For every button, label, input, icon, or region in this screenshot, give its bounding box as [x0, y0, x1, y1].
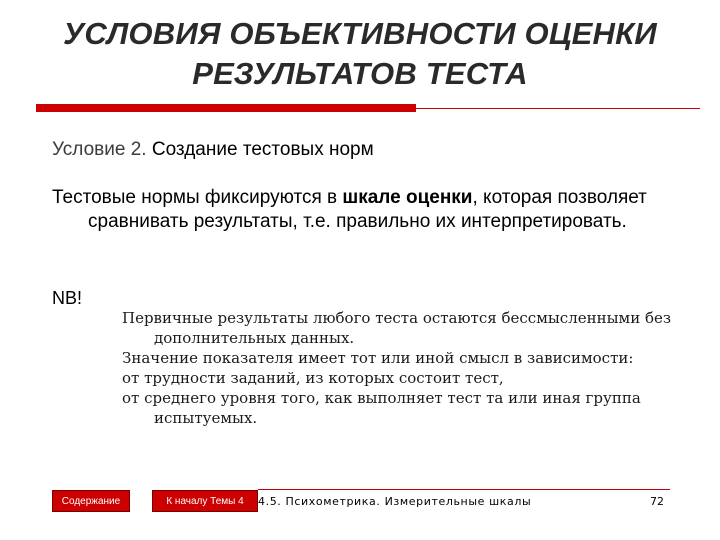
nb-line: от трудности заданий, из которых состоит тест,	[122, 369, 504, 387]
nb-line: Первичные результаты любого теста остаются бессмысленными без дополнительных данных.	[122, 309, 672, 347]
nb-label: NB!	[52, 288, 83, 308]
paragraph-text-after: , которая позволяет сравнивать результаты, т.е. правильно их интерпретировать.	[88, 187, 647, 232]
back-to-topic-start-button[interactable]: К началу Темы 4	[152, 490, 258, 512]
slide-title-line-1: УСЛОВИЯ ОБЪЕКТИВНОСТИ ОЦЕНКИ	[63, 16, 657, 51]
nb-line: от среднего уровня того, как выполняет тест та или иная группа испытуемых.	[122, 389, 641, 427]
condition-text: Создание тестовых норм	[146, 139, 374, 160]
contents-button[interactable]: Содержание	[52, 490, 130, 512]
title-underline-thin	[416, 108, 700, 109]
title-underline-thick	[36, 104, 416, 112]
slide-title	[20, 14, 700, 94]
footer-divider	[258, 489, 670, 490]
paragraph-bold-term: шкале оценки	[342, 187, 473, 208]
condition-number: Условие 2.	[52, 139, 147, 160]
slide-title-line-2: РЕЗУЛЬТАТОВ ТЕСТА	[192, 56, 528, 91]
paragraph-text-before: Тестовые нормы фиксируются в	[52, 187, 343, 208]
nb-line: Значение показателя имеет тот или иной смысл в зависимости:	[122, 349, 634, 367]
norms-paragraph	[52, 186, 720, 234]
condition-heading	[52, 138, 374, 162]
footer-caption: 4.5. Психометрика. Измерительные шкалы	[258, 495, 532, 508]
nb-notes	[122, 308, 692, 428]
page-number: 72	[650, 495, 664, 508]
